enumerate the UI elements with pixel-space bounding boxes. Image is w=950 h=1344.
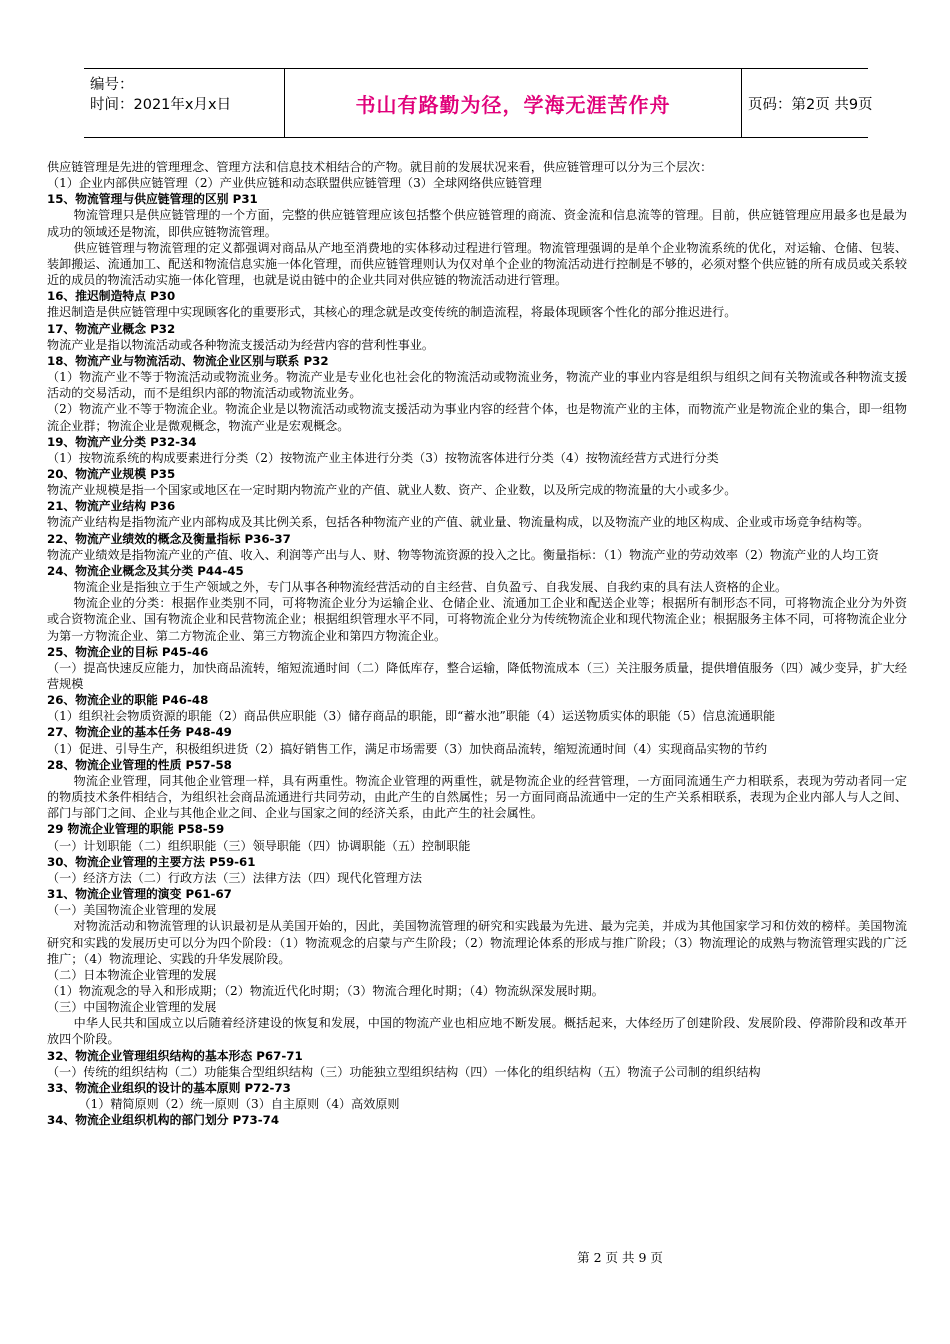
body-paragraph: （一）传统的组织结构（二）功能集合型组织结构（三）功能独立型组织结构（四）一体化的组织结构（五）物流子公司制的组织结构 (47, 1064, 761, 1079)
section-heading: 29 物流企业管理的职能 P58-59 (47, 822, 225, 837)
section-heading: 21、物流产业结构 P36 (47, 499, 176, 514)
section-heading: 28、物流企业管理的性质 P57-58 (47, 757, 232, 772)
page-header (84, 68, 873, 138)
section-heading: 22、物流产业绩效的概念及衡量指标 P36-37 (47, 531, 291, 546)
section-heading: 34、物流企业组织机构的部门划分 P73-74 (47, 1113, 280, 1128)
section-heading: 17、物流产业概念 P32 (47, 321, 176, 336)
body-paragraph: 对物流活动和物流管理的认识最初是从美国开始的，因此，美国物流管理的研究和实践最为先进、最为完美，并成为其他国家学习和仿效的榜样。美国物流研究和实践的发展历史可以分为四个阶段：（1）物流观念的启蒙与产生阶段；（2）物流理论体系的形成与推广阶段；（3）物流理论的成熟与物流管理实践的广泛推广；（4）物流理论、实践的升华发展阶段。 (47, 919, 907, 966)
section-heading: 33、物流企业组织的设计的基本原则 P72-73 (47, 1080, 291, 1095)
body-paragraph: （三）中国物流企业管理的发展 (47, 1000, 217, 1015)
document-number: 编号： (90, 77, 134, 93)
header-page-number: 页码：第2页 共9页 (748, 96, 873, 113)
section-heading: 32、物流企业管理组织结构的基本形态 P67-71 (47, 1048, 303, 1063)
body-paragraph: 供应链管理是先进的管理理念、管理方法和信息技术相结合的产物。就目前的发展状况来看，供应链管理可以分为三个层次： (47, 160, 713, 174)
document-body (47, 159, 907, 1128)
section-heading: 16、推迟制造特点 P30 (47, 289, 176, 304)
body-paragraph: （1）精简原则（2）统一原则（3）自主原则（4）高效原则 (78, 1097, 400, 1112)
section-heading: 31、物流企业管理的演变 P61-67 (47, 887, 232, 902)
body-paragraph: （1）企业内部供应链管理（2）产业供应链和动态联盟供应链管理（3）全球网络供应链管理 (47, 176, 542, 191)
body-paragraph: 物流管理只是供应链管理的一个方面，完整的供应链管理应该包括整个供应链管理的商流、资金流和信息流等的管理。目前，供应链管理应用最多也是最为成功的领域还是物流，即供应链物流管理。 (47, 208, 907, 239)
header-info (84, 69, 284, 137)
body-paragraph: （1）组织社会物质资源的职能（2）商品供应职能（3）储存商品的职能，即“蓄水池”职能（4）运送物质实体的职能（5）信息流通职能 (47, 709, 776, 724)
page-footer: 第 2 页 共 9 页 (577, 1250, 663, 1265)
body-paragraph: 物流企业的分类：根据作业类别不同，可将物流企业分为运输企业、仓储企业、流通加工企业和配送企业等；根据所有制形态不同，可将物流企业分为外资或合资物流企业、国有物流企业和民营物流企业；根据组织管理水平不同，可将物流企业分为传统物流企业和现代物流企业；根据服务主体不同，可将物流企业分为第一方物流企业、第二方物流企业、第三方物流企业和第四方物流企业。 (47, 596, 907, 643)
section-heading: 30、物流企业管理的主要方法 P59-61 (47, 854, 256, 869)
body-paragraph: （1）促进、引导生产，积极组织进货（2）搞好销售工作，满足市场需要（3）加快商品流转，缩短流通时间（4）实现商品实物的节约 (47, 741, 768, 756)
body-paragraph: （1）物流观念的导入和形成期；（2）物流近代化时期；（3）物流合理化时期；（4）物流纵深发展时期。 (47, 983, 604, 998)
body-paragraph: （一）提高快速反应能力，加快商品流转，缩短流通时间（二）降低库存，整合运输，降低物流成本（三）关注服务质量，提供增值服务（四）减少变异，扩大经营规模 (47, 660, 907, 691)
section-heading: 18、物流产业与物流活动、物流企业区别与联系 P32 (47, 353, 329, 368)
header-motto: 书山有路勤为径，学海无涯苦作舟 (284, 69, 742, 137)
section-heading: 20、物流产业规模 P35 (47, 466, 176, 481)
body-paragraph: （一）计划职能（二）组织职能（三）领导职能（四）协调职能（五）控制职能 (47, 838, 471, 853)
body-paragraph: 推迟制造是供应链管理中实现顾客化的重要形式，其核心的理念就是改变传统的制造流程，将最体现顾客个性化的部分推迟进行。 (47, 305, 737, 320)
section-heading: 15、物流管理与供应链管理的区别 P31 (47, 192, 258, 207)
document-time: 时间：2021年x月x日 (90, 97, 232, 113)
body-paragraph: （二）日本物流企业管理的发展 (47, 967, 217, 982)
body-paragraph: 中华人民共和国成立以后随着经济建设的恢复和发展，中国的物流产业也相应地不断发展。概括起来，大体经历了创建阶段、发展阶段、停滞阶段和改革开放四个阶段。 (47, 1016, 907, 1047)
body-paragraph: （2）物流产业不等于物流企业。物流企业是以物流活动或物流支援活动为事业内容的经营个体，也是物流产业的主体，而物流产业是物流企业的集合，即一组物流企业群；物流企业是微观概念，物流产业是宏观概念。 (47, 402, 907, 433)
section-heading: 27、物流企业的基本任务 P48-49 (47, 725, 232, 740)
body-paragraph: 物流产业结构是指物流产业内部构成及其比例关系，包括各种物流产业的产值、就业量、物流量构成，以及物流产业的地区构成、企业或市场竞争结构等。 (47, 515, 870, 530)
section-heading: 25、物流企业的目标 P45-46 (47, 644, 209, 659)
section-heading: 26、物流企业的职能 P46-48 (47, 693, 209, 708)
body-paragraph: 供应链管理与物流管理的定义都强调对商品从产地至消费地的实体移动过程进行管理。物流管理强调的是单个企业物流系统的优化，对运输、仓储、包装、装卸搬运、流通加工、配送和物流信息实施一体化管理，而供应链管理则认为仅对单个企业的物流活动进行控制是不够的，必须对整个供应链的所有成员或关系较近的成员的物流活动实施一体化管理，也就是说由链中的企业共同对供应链的物流活动进行管理。 (47, 240, 907, 288)
body-paragraph: （一）经济方法（二）行政方法（三）法律方法（四）现代化管理方法 (47, 870, 422, 885)
body-paragraph: （一）美国物流企业管理的发展 (47, 903, 217, 918)
body-paragraph: 物流产业绩效是指物流产业的产值、收入、利润等产出与人、财、物等物流资源的投入之比。衡量指标：（1）物流产业的劳动效率（2）物流产业的人均工资 (47, 547, 879, 562)
body-paragraph: （1）物流产业不等于物流活动或物流业务。物流产业是专业化也社会化的物流活动或物流业务，物流产业的事业内容是组织与组织之间有关物流或各种物流支援活动的交易活动，而不是组织内部的物流活动或物流业务。 (47, 370, 907, 401)
body-paragraph: 物流产业规模是指一个国家或地区在一定时期内物流产业的产值、就业人数、资产、企业数，以及所完成的物流量的大小或多少。 (47, 483, 737, 498)
section-heading: 24、物流企业概念及其分类 P44-45 (47, 563, 244, 578)
section-heading: 19、物流产业分类 P32-34 (47, 434, 197, 449)
body-paragraph: 物流企业管理，同其他企业管理一样，具有两重性。物流企业管理的两重性，就是物流企业的经营管理，一方面同流通生产力相联系，表现为劳动者同一定的物质技术条件相结合，为组织社会商品流通进行共同劳动，由此产生的自然属性；另一方面同商品流通中一定的生产关系相联系，表现为企业内部人与人之间、部门与部门之间、企业与其他企业之间、企业与国家之间的经济关系，由此产生的社会属性。 (47, 773, 907, 821)
body-paragraph: 物流企业是指独立于生产领域之外，专门从事各种物流经营活动的自主经营、自负盈亏、自我发展、自我约束的具有法人资格的企业。 (73, 580, 788, 595)
body-paragraph: （1）按物流系统的构成要素进行分类（2）按物流产业主体进行分类（3）按物流客体进行分类（4）按物流经营方式进行分类 (47, 450, 719, 465)
body-paragraph: 物流产业是指以物流活动或各种物流支援活动为经营内容的营利性事业。 (47, 337, 435, 352)
